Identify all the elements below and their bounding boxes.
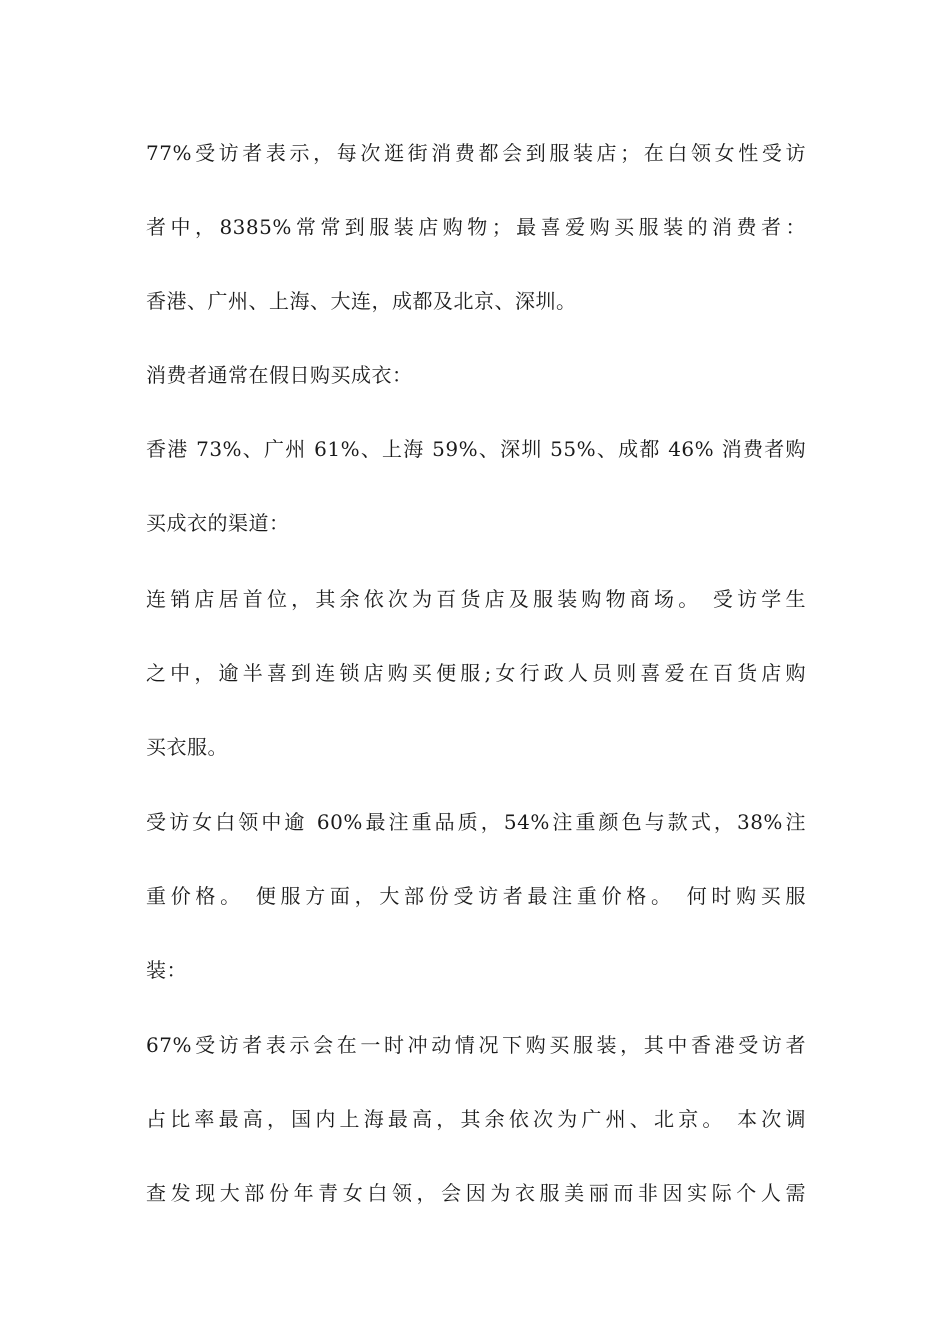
text-line-5: 香港 73%、广州 61%、上海 59%、深圳 55%、成都 46% 消费者购 [146, 437, 806, 461]
text-line-12: 装： [146, 958, 187, 982]
text-line-9: 买衣服。 [146, 735, 228, 759]
text-line-10: 受访女白领中逾 60%最注重品质，54%注重颜色与款式，38%注 [146, 810, 806, 834]
text-line-1: 77%受访者表示，每次逛街消费都会到服装店；在白领女性受访 [146, 141, 806, 165]
text-line-14: 占比率最高，国内上海最高，其余依次为广州、北京。 本次调 [146, 1107, 806, 1131]
text-line-13: 67%受访者表示会在一时冲动情况下购买服装，其中香港受访者 [146, 1033, 806, 1057]
text-line-3: 香港、广州、上海、大连，成都及北京、深圳。 [146, 289, 577, 313]
text-line-4: 消费者通常在假日购买成衣： [146, 363, 413, 387]
text-line-8: 之中，逾半喜到连锁店购买便服;女行政人员则喜爱在百货店购 [146, 661, 806, 685]
text-line-2: 者中，8385%常常到服装店购物；最喜爱购买服装的消费者： [146, 215, 806, 239]
text-line-7: 连销店居首位，其余依次为百货店及服装购物商场。 受访学生 [146, 587, 806, 611]
text-line-6: 买成衣的渠道： [146, 511, 290, 535]
text-line-11: 重价格。 便服方面，大部份受访者最注重价格。 何时购买服 [146, 884, 806, 908]
text-line-15: 查发现大部份年青女白领，会因为衣服美丽而非因实际个人需 [146, 1181, 806, 1205]
